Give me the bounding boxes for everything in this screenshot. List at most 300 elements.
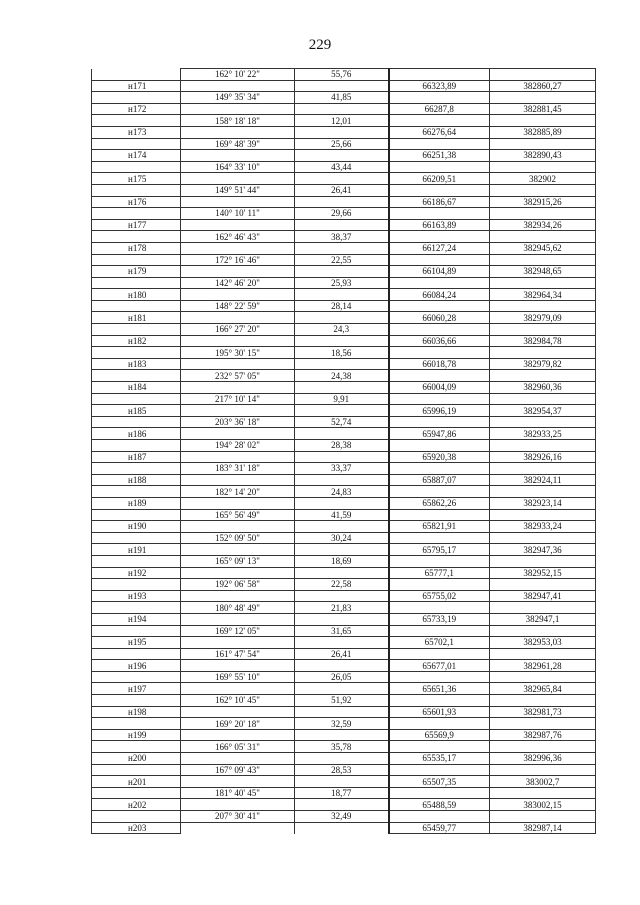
direction-angle-cell: 164° 33' 10" (181, 161, 295, 173)
segment-row (92, 463, 596, 475)
point-name-cell: н195 (92, 637, 181, 649)
point-name-cell: н201 (92, 776, 181, 788)
point-row (92, 428, 596, 440)
y-coordinate-cell (490, 764, 596, 776)
segment-row (92, 184, 596, 196)
direction-angle-cell (181, 660, 295, 672)
x-coordinate-cell: 65777,1 (389, 567, 490, 579)
direction-angle-cell: 169° 55' 10" (181, 671, 295, 683)
point-name-cell: н172 (92, 103, 181, 115)
y-coordinate-cell: 382881,45 (490, 103, 596, 115)
direction-angle-cell: 140° 10' 11" (181, 208, 295, 220)
x-coordinate-cell: 65755,02 (389, 590, 490, 602)
point-name-cell (92, 648, 181, 660)
x-coordinate-cell: 66251,38 (389, 150, 490, 162)
direction-angle-cell (181, 776, 295, 788)
point-name-cell: н175 (92, 173, 181, 185)
y-coordinate-cell (490, 300, 596, 312)
point-name-cell: н188 (92, 474, 181, 486)
direction-angle-cell (181, 266, 295, 278)
point-row (92, 683, 596, 695)
x-coordinate-cell (389, 416, 490, 428)
point-name-cell (92, 695, 181, 707)
y-coordinate-cell (490, 509, 596, 521)
x-coordinate-cell: 65887,07 (389, 474, 490, 486)
distance-cell (295, 706, 389, 718)
distance-cell (295, 521, 389, 533)
point-row (92, 80, 596, 92)
y-coordinate-cell: 382947,1 (490, 613, 596, 625)
y-coordinate-cell: 382902 (490, 173, 596, 185)
segment-row (92, 393, 596, 405)
point-name-cell: н173 (92, 126, 181, 138)
direction-angle-cell (181, 219, 295, 231)
y-coordinate-cell: 382915,26 (490, 196, 596, 208)
point-row (92, 196, 596, 208)
y-coordinate-cell: 382934,26 (490, 219, 596, 231)
direction-angle-cell: 183° 31' 18" (181, 463, 295, 475)
segment-row (92, 555, 596, 567)
y-coordinate-cell: 382984,78 (490, 335, 596, 347)
point-name-cell (92, 300, 181, 312)
segment-row (92, 787, 596, 799)
y-coordinate-cell (490, 277, 596, 289)
x-coordinate-cell (389, 208, 490, 220)
segment-row (92, 347, 596, 359)
segment-row (92, 741, 596, 753)
point-row (92, 382, 596, 394)
point-name-cell: н171 (92, 80, 181, 92)
distance-cell (295, 405, 389, 417)
x-coordinate-cell: 65702,1 (389, 637, 490, 649)
segment-row (92, 648, 596, 660)
point-name-cell: н202 (92, 799, 181, 811)
y-coordinate-cell: 382953,03 (490, 637, 596, 649)
x-coordinate-cell: 65651,36 (389, 683, 490, 695)
point-row (92, 451, 596, 463)
x-coordinate-cell (389, 486, 490, 498)
y-coordinate-cell (490, 208, 596, 220)
distance-cell: 18,69 (295, 555, 389, 567)
segment-row (92, 486, 596, 498)
y-coordinate-cell: 382961,28 (490, 660, 596, 672)
distance-cell (295, 382, 389, 394)
direction-angle-cell: 165° 09' 13" (181, 555, 295, 567)
y-coordinate-cell: 382923,14 (490, 497, 596, 509)
point-row (92, 660, 596, 672)
point-row (92, 753, 596, 765)
point-name-cell (92, 208, 181, 220)
y-coordinate-cell (490, 811, 596, 823)
y-coordinate-cell: 382981,73 (490, 706, 596, 718)
x-coordinate-cell: 65507,35 (389, 776, 490, 788)
x-coordinate-cell (389, 300, 490, 312)
x-coordinate-cell: 65996,19 (389, 405, 490, 417)
direction-angle-cell (181, 382, 295, 394)
direction-angle-cell: 161° 47' 54" (181, 648, 295, 660)
y-coordinate-cell (490, 324, 596, 336)
point-name-cell (92, 671, 181, 683)
direction-angle-cell (181, 544, 295, 556)
x-coordinate-cell: 66127,24 (389, 242, 490, 254)
y-coordinate-cell (490, 161, 596, 173)
y-coordinate-cell (490, 741, 596, 753)
direction-angle-cell: 162° 10' 45" (181, 695, 295, 707)
distance-cell (295, 753, 389, 765)
y-coordinate-cell: 382947,36 (490, 544, 596, 556)
x-coordinate-cell (389, 463, 490, 475)
distance-cell: 41,59 (295, 509, 389, 521)
point-name-cell (92, 532, 181, 544)
distance-cell: 41,85 (295, 92, 389, 104)
point-row (92, 590, 596, 602)
page-number: 229 (308, 37, 332, 53)
x-coordinate-cell: 66323,89 (389, 80, 490, 92)
point-name-cell (92, 69, 181, 81)
y-coordinate-cell (490, 625, 596, 637)
segment-row (92, 324, 596, 336)
point-name-cell: н191 (92, 544, 181, 556)
x-coordinate-cell: 66004,09 (389, 382, 490, 394)
point-row (92, 358, 596, 370)
distance-cell (295, 497, 389, 509)
point-row (92, 822, 596, 834)
distance-cell: 24,3 (295, 324, 389, 336)
distance-cell (295, 358, 389, 370)
y-coordinate-cell (490, 648, 596, 660)
point-row (92, 289, 596, 301)
point-name-cell: н177 (92, 219, 181, 231)
point-name-cell: н174 (92, 150, 181, 162)
distance-cell (295, 219, 389, 231)
direction-angle-cell: 203° 36' 18" (181, 416, 295, 428)
distance-cell: 52,74 (295, 416, 389, 428)
x-coordinate-cell (389, 115, 490, 127)
segment-row (92, 440, 596, 452)
distance-cell (295, 822, 389, 834)
y-coordinate-cell (490, 463, 596, 475)
segment-row (92, 579, 596, 591)
distance-cell: 12,01 (295, 115, 389, 127)
x-coordinate-cell (389, 764, 490, 776)
point-name-cell: н187 (92, 451, 181, 463)
x-coordinate-cell: 65459,77 (389, 822, 490, 834)
point-name-cell: н190 (92, 521, 181, 533)
segment-row (92, 718, 596, 730)
distance-cell (295, 150, 389, 162)
x-coordinate-cell: 66186,67 (389, 196, 490, 208)
x-coordinate-cell (389, 555, 490, 567)
point-name-cell: н192 (92, 567, 181, 579)
segment-row (92, 671, 596, 683)
x-coordinate-cell: 65862,26 (389, 497, 490, 509)
segment-row (92, 138, 596, 150)
direction-angle-cell (181, 613, 295, 625)
point-row (92, 103, 596, 115)
direction-angle-cell: 158° 18' 18" (181, 115, 295, 127)
direction-angle-cell (181, 405, 295, 417)
distance-cell: 31,65 (295, 625, 389, 637)
y-coordinate-cell (490, 92, 596, 104)
x-coordinate-cell (389, 393, 490, 405)
x-coordinate-cell: 65795,17 (389, 544, 490, 556)
point-name-cell (92, 463, 181, 475)
direction-angle-cell: 149° 35' 34" (181, 92, 295, 104)
point-name-cell: н182 (92, 335, 181, 347)
y-coordinate-cell (490, 254, 596, 266)
point-name-cell: н199 (92, 729, 181, 741)
point-name-cell (92, 115, 181, 127)
x-coordinate-cell (389, 69, 490, 81)
x-coordinate-cell (389, 625, 490, 637)
x-coordinate-cell (389, 579, 490, 591)
distance-cell (295, 683, 389, 695)
point-row (92, 799, 596, 811)
y-coordinate-cell (490, 393, 596, 405)
segment-row (92, 764, 596, 776)
distance-cell: 35,78 (295, 741, 389, 753)
x-coordinate-cell (389, 787, 490, 799)
y-coordinate-cell (490, 532, 596, 544)
direction-angle-cell: 162° 10' 22" (181, 69, 295, 81)
distance-cell: 26,41 (295, 184, 389, 196)
x-coordinate-cell (389, 532, 490, 544)
x-coordinate-cell (389, 509, 490, 521)
x-coordinate-cell: 65601,93 (389, 706, 490, 718)
direction-angle-cell: 169° 20' 18" (181, 718, 295, 730)
point-row (92, 776, 596, 788)
distance-cell: 26,05 (295, 671, 389, 683)
y-coordinate-cell: 382964,34 (490, 289, 596, 301)
distance-cell (295, 613, 389, 625)
y-coordinate-cell (490, 555, 596, 567)
point-row (92, 242, 596, 254)
direction-angle-cell: 169° 12' 05" (181, 625, 295, 637)
x-coordinate-cell (389, 254, 490, 266)
direction-angle-cell: 142° 46' 20" (181, 277, 295, 289)
y-coordinate-cell: 382952,15 (490, 567, 596, 579)
direction-angle-cell: 165° 56' 49" (181, 509, 295, 521)
segment-row (92, 231, 596, 243)
coordinates-table (91, 68, 596, 834)
direction-angle-cell (181, 358, 295, 370)
direction-angle-cell: 182° 14' 20" (181, 486, 295, 498)
segment-row (92, 92, 596, 104)
distance-cell: 51,92 (295, 695, 389, 707)
point-row (92, 219, 596, 231)
distance-cell: 25,66 (295, 138, 389, 150)
point-name-cell (92, 416, 181, 428)
y-coordinate-cell: 382947,41 (490, 590, 596, 602)
y-coordinate-cell: 382860,27 (490, 80, 596, 92)
distance-cell (295, 312, 389, 324)
y-coordinate-cell: 382960,36 (490, 382, 596, 394)
distance-cell: 18,77 (295, 787, 389, 799)
point-name-cell (92, 138, 181, 150)
x-coordinate-cell (389, 184, 490, 196)
distance-cell: 55,76 (295, 69, 389, 81)
x-coordinate-cell: 65535,17 (389, 753, 490, 765)
point-row (92, 706, 596, 718)
distance-cell (295, 173, 389, 185)
x-coordinate-cell: 65677,01 (389, 660, 490, 672)
point-name-cell (92, 370, 181, 382)
point-name-cell (92, 324, 181, 336)
direction-angle-cell: 180° 48' 49" (181, 602, 295, 614)
point-name-cell: н197 (92, 683, 181, 695)
point-name-cell (92, 787, 181, 799)
x-coordinate-cell: 66060,28 (389, 312, 490, 324)
direction-angle-cell (181, 150, 295, 162)
segment-row (92, 277, 596, 289)
point-name-cell: н185 (92, 405, 181, 417)
x-coordinate-cell: 65733,19 (389, 613, 490, 625)
x-coordinate-cell (389, 138, 490, 150)
x-coordinate-cell: 66209,51 (389, 173, 490, 185)
direction-angle-cell (181, 289, 295, 301)
direction-angle-cell (181, 126, 295, 138)
y-coordinate-cell (490, 695, 596, 707)
y-coordinate-cell: 382979,82 (490, 358, 596, 370)
y-coordinate-cell: 382996,36 (490, 753, 596, 765)
y-coordinate-cell (490, 486, 596, 498)
distance-cell (295, 335, 389, 347)
distance-cell: 32,59 (295, 718, 389, 730)
direction-angle-cell: 172° 16' 46" (181, 254, 295, 266)
distance-cell: 26,41 (295, 648, 389, 660)
direction-angle-cell (181, 799, 295, 811)
direction-angle-cell (181, 103, 295, 115)
distance-cell: 32,49 (295, 811, 389, 823)
direction-angle-cell: 152° 09' 50" (181, 532, 295, 544)
y-coordinate-cell: 382890,43 (490, 150, 596, 162)
y-coordinate-cell (490, 231, 596, 243)
y-coordinate-cell: 382965,84 (490, 683, 596, 695)
point-name-cell (92, 92, 181, 104)
distance-cell (295, 474, 389, 486)
coordinates-table-body (92, 69, 596, 834)
y-coordinate-cell: 383002,15 (490, 799, 596, 811)
y-coordinate-cell (490, 416, 596, 428)
y-coordinate-cell: 382987,76 (490, 729, 596, 741)
x-coordinate-cell (389, 648, 490, 660)
point-row (92, 497, 596, 509)
point-name-cell: н176 (92, 196, 181, 208)
direction-angle-cell: 217° 10' 14" (181, 393, 295, 405)
distance-cell (295, 729, 389, 741)
distance-cell: 43,44 (295, 161, 389, 173)
point-name-cell (92, 509, 181, 521)
distance-cell: 24,83 (295, 486, 389, 498)
y-coordinate-cell (490, 115, 596, 127)
point-name-cell (92, 602, 181, 614)
y-coordinate-cell (490, 184, 596, 196)
x-coordinate-cell: 66018,78 (389, 358, 490, 370)
y-coordinate-cell (490, 671, 596, 683)
distance-cell (295, 266, 389, 278)
point-name-cell (92, 277, 181, 289)
point-name-cell (92, 625, 181, 637)
distance-cell: 22,55 (295, 254, 389, 266)
point-name-cell (92, 741, 181, 753)
x-coordinate-cell (389, 741, 490, 753)
point-name-cell: н198 (92, 706, 181, 718)
y-coordinate-cell: 383002,7 (490, 776, 596, 788)
direction-angle-cell (181, 729, 295, 741)
point-name-cell (92, 440, 181, 452)
point-name-cell: н194 (92, 613, 181, 625)
point-name-cell (92, 555, 181, 567)
direction-angle-cell: 207° 30' 41" (181, 811, 295, 823)
x-coordinate-cell (389, 695, 490, 707)
y-coordinate-cell: 382885,89 (490, 126, 596, 138)
x-coordinate-cell: 66036,66 (389, 335, 490, 347)
segment-row (92, 695, 596, 707)
point-name-cell: н184 (92, 382, 181, 394)
point-name-cell (92, 764, 181, 776)
y-coordinate-cell (490, 787, 596, 799)
point-name-cell (92, 811, 181, 823)
direction-angle-cell (181, 497, 295, 509)
point-name-cell: н183 (92, 358, 181, 370)
distance-cell: 30,24 (295, 532, 389, 544)
x-coordinate-cell (389, 347, 490, 359)
segment-row (92, 115, 596, 127)
direction-angle-cell: 195° 30' 15" (181, 347, 295, 359)
point-row (92, 729, 596, 741)
distance-cell (295, 637, 389, 649)
segment-row (92, 532, 596, 544)
segment-row (92, 69, 596, 81)
distance-cell (295, 126, 389, 138)
direction-angle-cell (181, 196, 295, 208)
distance-cell: 38,37 (295, 231, 389, 243)
segment-row (92, 625, 596, 637)
point-name-cell (92, 718, 181, 730)
distance-cell: 33,37 (295, 463, 389, 475)
x-coordinate-cell: 66104,89 (389, 266, 490, 278)
direction-angle-cell: 181° 40' 45" (181, 787, 295, 799)
segment-row (92, 254, 596, 266)
point-name-cell (92, 393, 181, 405)
point-row (92, 637, 596, 649)
distance-cell: 29,66 (295, 208, 389, 220)
y-coordinate-cell: 382933,25 (490, 428, 596, 440)
point-name-cell (92, 347, 181, 359)
x-coordinate-cell (389, 718, 490, 730)
direction-angle-cell (181, 451, 295, 463)
point-name-cell (92, 486, 181, 498)
x-coordinate-cell (389, 671, 490, 683)
point-row (92, 150, 596, 162)
y-coordinate-cell: 382933,24 (490, 521, 596, 533)
point-row (92, 405, 596, 417)
distance-cell (295, 242, 389, 254)
x-coordinate-cell (389, 370, 490, 382)
direction-angle-cell: 166° 27' 20" (181, 324, 295, 336)
direction-angle-cell: 148° 22' 59" (181, 300, 295, 312)
distance-cell (295, 428, 389, 440)
point-row (92, 613, 596, 625)
distance-cell: 21,83 (295, 602, 389, 614)
direction-angle-cell (181, 521, 295, 533)
y-coordinate-cell (490, 440, 596, 452)
direction-angle-cell: 194° 28' 02" (181, 440, 295, 452)
direction-angle-cell (181, 173, 295, 185)
direction-angle-cell (181, 80, 295, 92)
x-coordinate-cell (389, 324, 490, 336)
x-coordinate-cell (389, 92, 490, 104)
